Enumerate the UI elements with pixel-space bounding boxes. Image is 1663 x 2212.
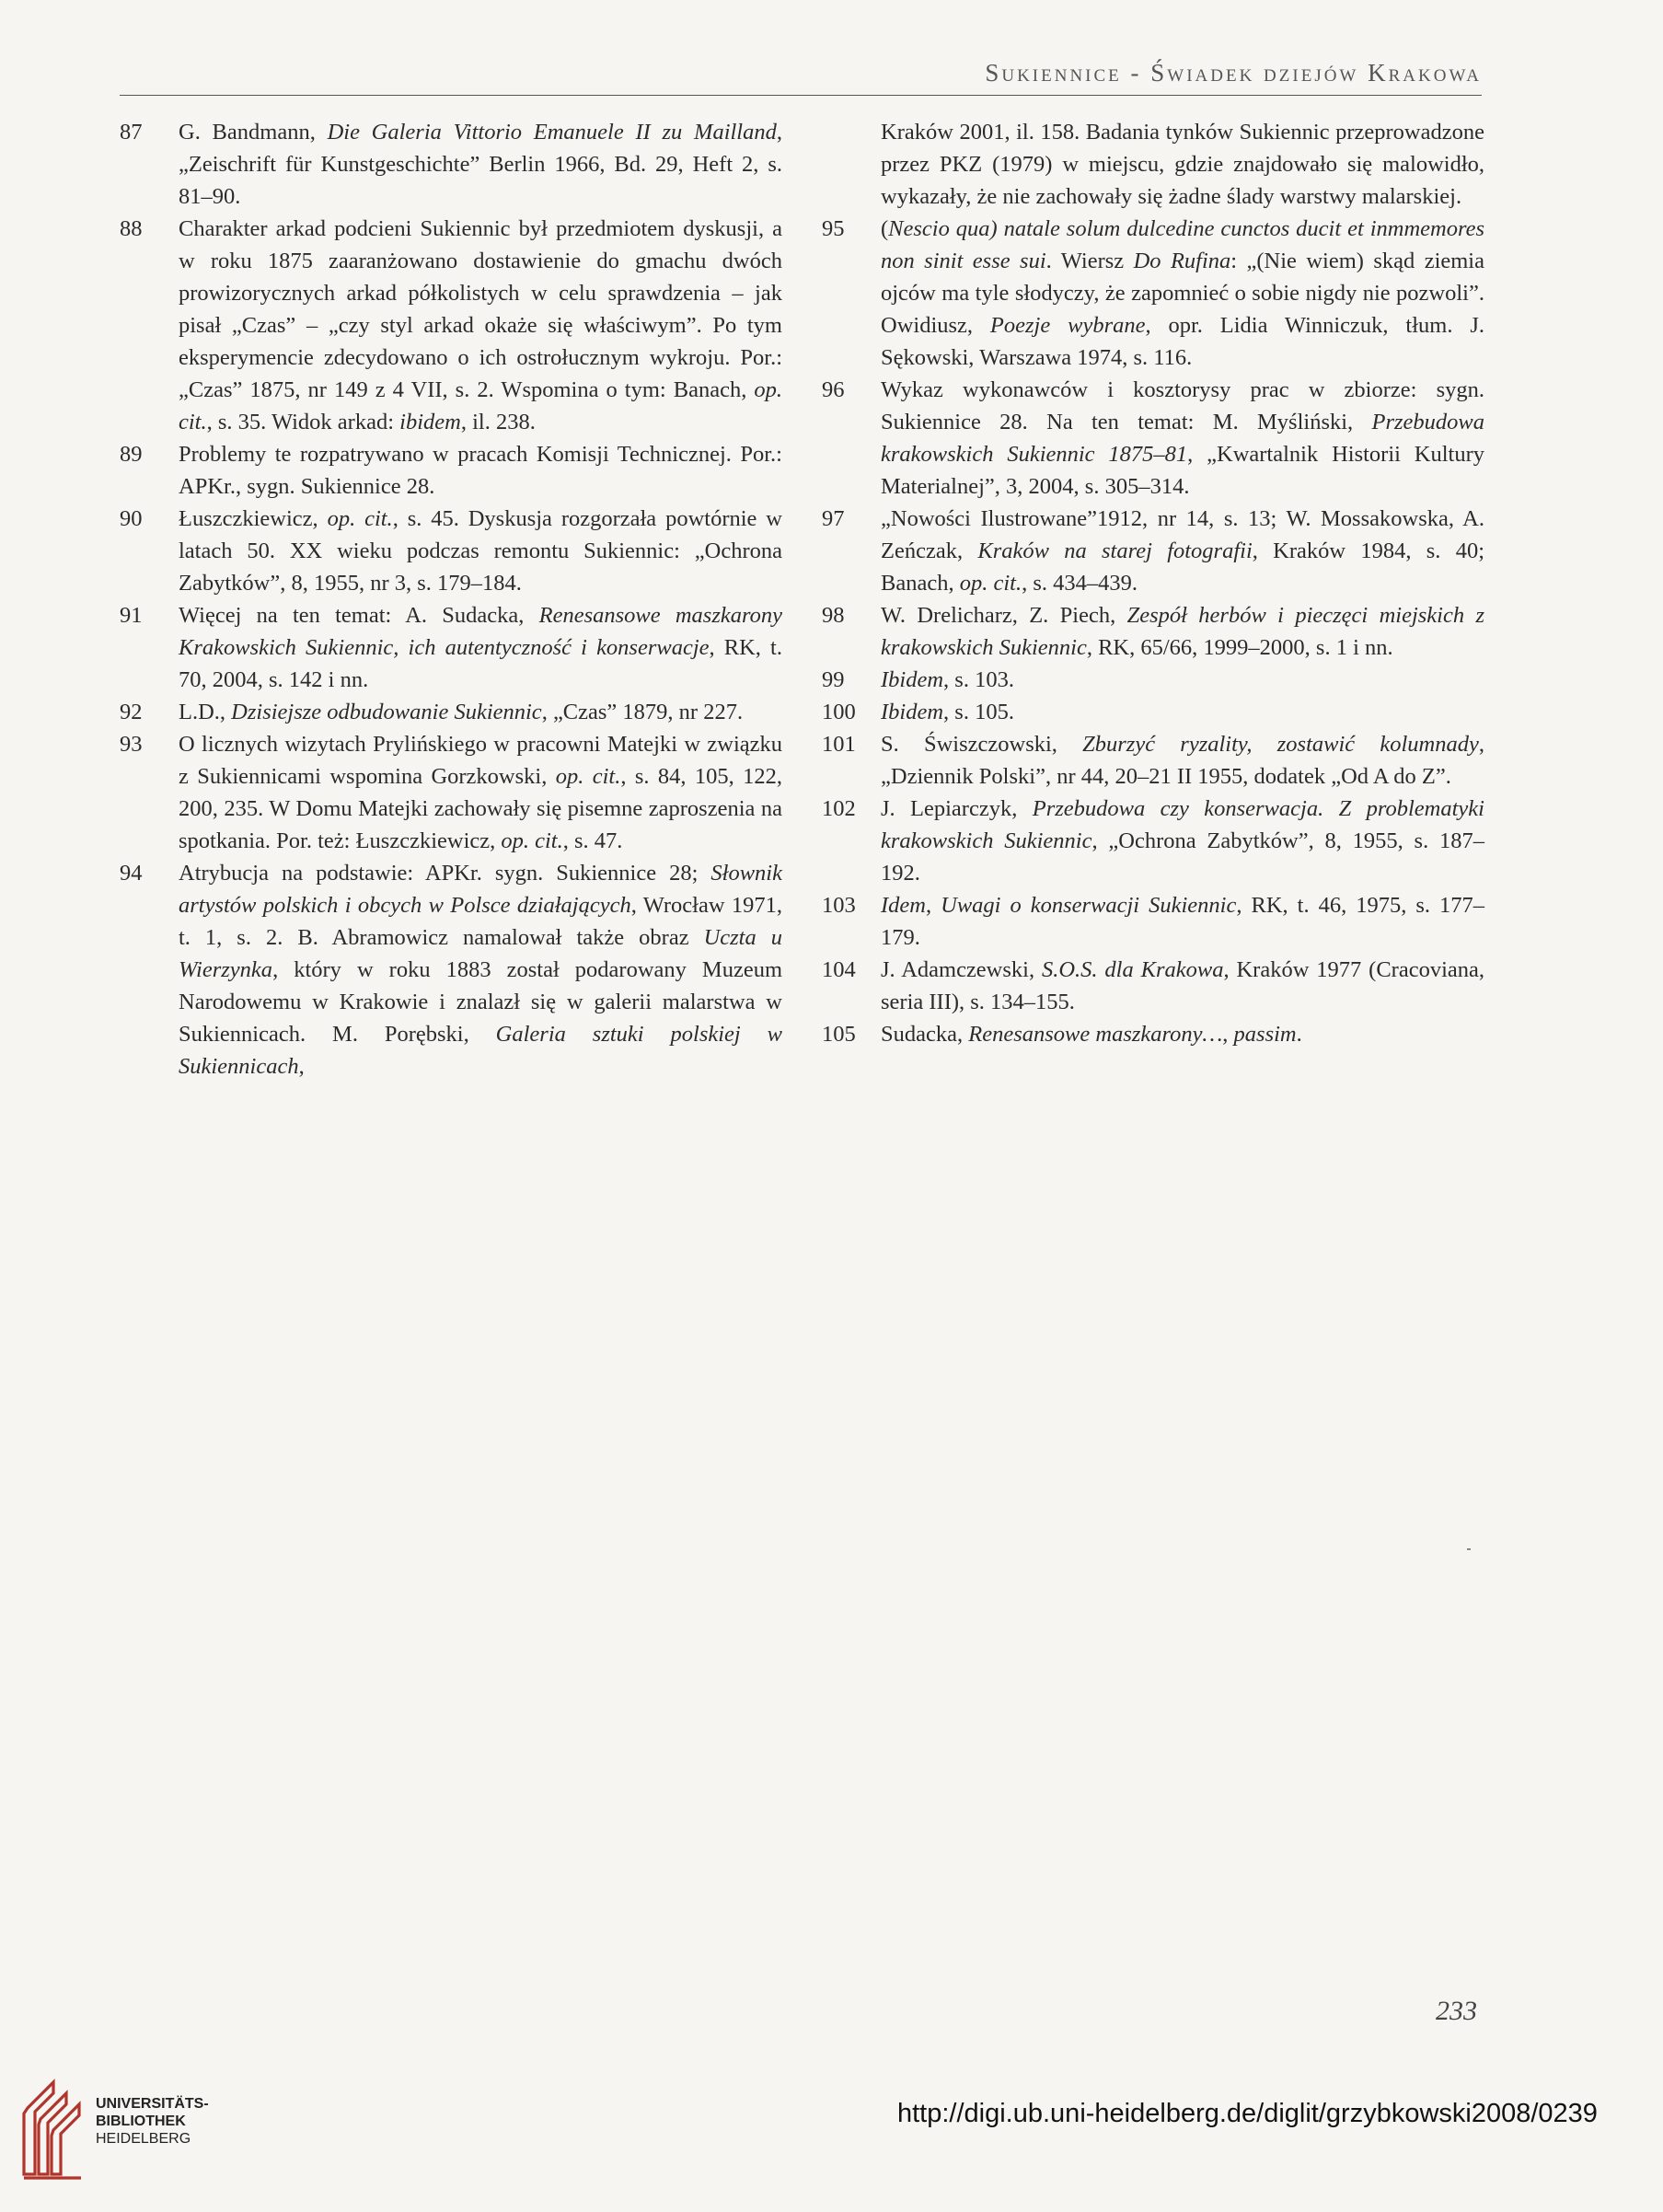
- footnote: [822, 664, 1484, 696]
- footnote-text: Więcej na ten temat: A. Sudacka,: [179, 603, 539, 628]
- footnote-italic-text: Przebudowa krakowskich Sukiennic 1875–81: [881, 410, 1484, 467]
- footnote-number: 89: [120, 442, 143, 467]
- scan-speck: [1467, 1548, 1471, 1550]
- footnote-italic-text: Ibidem: [881, 667, 944, 692]
- footnote-text: , Kraków 1984, s. 40; Banach,: [881, 539, 1485, 596]
- footnote-text: , Wrocław 1971, t. 1, s. 2. B. Abramowicz namalował także obraz: [179, 893, 782, 950]
- footnote-text: Sudacka,: [881, 1022, 969, 1047]
- library-footer: [0, 2062, 1663, 2212]
- footnote-number: 91: [120, 603, 143, 628]
- footnote-text: , s. 103.: [943, 667, 1014, 692]
- footnote-text: Łuszczkiewicz,: [179, 506, 328, 531]
- library-name-line2: BIBLIOTHEK: [96, 2114, 186, 2129]
- footnote: [822, 213, 1484, 374]
- footnote-text: ,: [925, 893, 941, 918]
- footnote-italic-text: ibidem: [399, 410, 461, 434]
- footnote-text: , RK, t. 46, 1975, s. 177–179.: [881, 893, 1484, 950]
- footnote-number: 92: [120, 700, 143, 724]
- footnote: [120, 857, 782, 1083]
- footnote-number: 101: [822, 732, 856, 757]
- footnote: [120, 728, 782, 857]
- footnotes-right-column: [822, 116, 1484, 1050]
- footnote-text: , s. 45. Dyskusja rozgorzała powtórnie w latach 50. XX wieku podczas remontu Sukiennic: „Ochrona Zabytków”, 8, 1955, nr 3, s. 179–184.: [179, 506, 782, 596]
- footnote: [822, 503, 1484, 599]
- footnote-italic-text: op. cit.: [555, 764, 621, 789]
- footnotes-left-column: [120, 116, 782, 1083]
- footnote: [822, 793, 1484, 889]
- footnote-italic-text: Renesansowe maszkarony…: [968, 1022, 1223, 1047]
- header-rule: [120, 95, 1482, 96]
- footnote: [822, 889, 1484, 954]
- footnote-number: 90: [120, 506, 143, 531]
- footnote: [120, 438, 782, 503]
- footnote-text: G. Bandmann,: [179, 120, 328, 145]
- footnote-number: 103: [822, 893, 856, 918]
- footnote-italic-text: op. cit.: [959, 571, 1022, 596]
- footnote-text: , „Zeischrift für Kunstgeschichte” Berlin 1966, Bd. 29, Heft 2, s. 81–90.: [179, 120, 782, 209]
- footnote-text: , s. 434–439.: [1022, 571, 1138, 596]
- footnote: [822, 116, 1484, 213]
- library-name: [96, 2095, 209, 2148]
- footnote-text: , „Ochrona Zabytków”, 8, 1955, s. 187–192.: [881, 828, 1484, 886]
- footnote-italic-text: Ibidem: [881, 700, 944, 724]
- footnote: [822, 728, 1484, 793]
- footnote-text: .: [1296, 1022, 1302, 1047]
- footnote-text: Charakter arkad podcieni Sukiennic był przedmiotem dyskusji, a w roku 1875 zaaranżowano dostawienie do gmachu dwóch prowizorycznych arkad półkolistych w celu sprawdzenia – jak pisał „Czas” – „czy styl arkad okaże się właściwym”. Po tym eksperymencie zdecydowano o ich ostrołucznym wykroju. Por.: „Czas” 1875, nr 149 z 4 VII, s. 2. Wspomina o tym: Banach,: [179, 216, 782, 402]
- footnote-text: , s. 47.: [562, 828, 623, 853]
- footnote: [120, 599, 782, 696]
- footnote-text: J. Lepiarczyk,: [881, 796, 1033, 821]
- footnote-text: , s. 35. Widok arkad:: [206, 410, 400, 434]
- footnote: [822, 1018, 1484, 1050]
- footnote-number: 87: [120, 120, 143, 145]
- footnote: [822, 374, 1484, 503]
- footnote-text: L.D.,: [179, 700, 232, 724]
- footnote-italic-text: Die Galeria Vittorio Emanuele II zu Mailland: [327, 120, 777, 145]
- footnote-number: 94: [120, 861, 143, 886]
- footnote-number: 88: [120, 216, 143, 241]
- footnote-italic-text: Zburzyć ryzality, zostawić kolumnady: [1082, 732, 1479, 757]
- footnote-text: „Nowości Ilustrowane”1912, nr 14, s. 13; W. Mossakowska, A. Zeńczak,: [881, 506, 1484, 563]
- footnote-text: Atrybucja na podstawie: APKr. sygn. Sukiennice 28;: [179, 861, 711, 886]
- running-header: Sukiennice - Świadek dziejów Krakowa: [985, 59, 1482, 87]
- footnote-number: 97: [822, 506, 845, 531]
- university-library-logo-icon: [17, 2073, 88, 2183]
- footnote-text: , Kraków 1977 (Cracoviana, seria III), s. 134–155.: [881, 957, 1484, 1014]
- library-name-line1: UNIVERSITÄTS-: [96, 2096, 209, 2112]
- footnote-text: S. Świszczowski,: [881, 732, 1083, 757]
- footnote-italic-text: Uwagi o konserwacji Sukiennic: [941, 893, 1237, 918]
- footnote-text: . Wiersz: [1045, 249, 1134, 273]
- footnote-text: O licznych wizytach Prylińskiego w pracowni Matejki w związku z Sukiennicami wspomina Gorzkowski,: [179, 732, 782, 789]
- footnote-text: J. Adamczewski,: [881, 957, 1042, 982]
- footnote-italic-text: Poezje wybrane: [989, 313, 1146, 338]
- footnote: [822, 954, 1484, 1018]
- footnote: [822, 599, 1484, 664]
- footnote-italic-text: op. cit.: [179, 377, 782, 434]
- footnote-text: , opr. Lidia Winniczuk, tłum. J. Sękowski, Warszawa 1974, s. 116.: [881, 313, 1485, 370]
- footnote-number: 96: [822, 377, 845, 402]
- footnote-text: , s. 84, 105, 122, 200, 235. W Domu Matejki zachowały się pisemne zaproszenia na spotkania. Por. też: Łuszczkiewicz,: [179, 764, 782, 853]
- footnote-italic-text: passim: [1233, 1022, 1297, 1047]
- footnote-number: 105: [822, 1022, 856, 1047]
- footnote-number: 93: [120, 732, 143, 757]
- footnote-number: 104: [822, 957, 856, 982]
- footnote: [120, 503, 782, 599]
- footnote: [120, 116, 782, 213]
- footnote-italic-text: Uczta u Wierzynka: [179, 925, 782, 982]
- footnote: [120, 213, 782, 438]
- footnote-italic-text: Przebudowa czy konserwacja. Z problematyki krakowskich Sukiennic: [881, 796, 1484, 853]
- footnote-number: 98: [822, 603, 845, 628]
- footnote: [120, 696, 782, 728]
- source-url-link[interactable]: http://digi.ub.uni-heidelberg.de/diglit/grzybkowski2008/0239: [897, 2099, 1598, 2128]
- footnote: [822, 696, 1484, 728]
- footnote-text: , s. 105.: [943, 700, 1014, 724]
- footnote-italic-text: Renesansowe maszkarony Krakowskich Sukiennic, ich autentyczność i konserwacje: [179, 603, 782, 660]
- footnote-text: , „Czas” 1879, nr 227.: [541, 700, 744, 724]
- footnote-italic-text: Zespół herbów i pieczęci miejskich z krakowskich Sukiennic: [881, 603, 1484, 660]
- footnote-text: , il. 238.: [460, 410, 536, 434]
- footnote-number: 102: [822, 796, 856, 821]
- footnote-text: , RK, 65/66, 1999–2000, s. 1 i nn.: [1086, 635, 1393, 660]
- footnote-text: W. Drelicharz, Z. Piech,: [881, 603, 1127, 628]
- footnote-italic-text: Dzisiejsze odbudowanie Sukiennic: [231, 700, 542, 724]
- footnote-text: Kraków 2001, il. 158. Badania tynków Sukiennic przeprowadzone przez PKZ (1979) w miejscu, gdzie znajdowało się malowidło, wykazały, że nie zachowały się żadne ślady warstwy malarskiej.: [881, 120, 1484, 209]
- footnote-italic-text: Idem: [881, 893, 926, 918]
- footnote-italic-text: op. cit.: [501, 828, 563, 853]
- footnote-italic-text: Galeria sztuki polskiej w Sukiennicach: [179, 1022, 782, 1079]
- footnote-text: ,: [298, 1054, 305, 1079]
- footnote-number: 95: [822, 216, 845, 241]
- footnote-text: , RK, t. 70, 2004, s. 142 i nn.: [179, 635, 782, 692]
- library-name-line3: HEIDELBERG: [96, 2131, 191, 2147]
- footnote-italic-text: Do Rufina: [1133, 249, 1231, 273]
- footnote-text: : „(Nie wiem) skąd ziemia ojców ma tyle słodyczy, że zapomnieć o sobie nigdy nie pozwoli”. Owidiusz,: [881, 249, 1484, 338]
- footnote-text: , „Kwartalnik Historii Kultury Materialnej”, 3, 2004, s. 305–314.: [881, 442, 1484, 499]
- footnote-text: ,: [1222, 1022, 1234, 1047]
- footnote-text: (: [881, 216, 889, 241]
- page-number: 233: [1436, 1996, 1477, 2026]
- footnote-italic-text: op. cit.: [327, 506, 393, 531]
- footnote-text: , „Dziennik Polski”, nr 44, 20–21 II 1955, dodatek „Od A do Z”.: [881, 732, 1484, 789]
- footnote-text: , który w roku 1883 został podarowany Muzeum Narodowemu w Krakowie i znalazł się w galerii malarstwa w Sukiennicach. M. Porębski,: [179, 957, 782, 1047]
- footnote-text: Problemy te rozpatrywano w pracach Komisji Technicznej. Por.: APKr., sygn. Sukiennice 28.: [179, 442, 782, 499]
- footnote-italic-text: S.O.S. dla Krakowa: [1041, 957, 1224, 982]
- footnote-number: 100: [822, 700, 856, 724]
- footnote-italic-text: Słownik artystów polskich i obcych w Polsce działających: [179, 861, 782, 918]
- footnote-text: Wykaz wykonawców i kosztorysy prac w zbiorze: sygn. Sukiennice 28. Na ten temat: M. Myśliński,: [881, 377, 1484, 434]
- footnote-number: 99: [822, 667, 845, 692]
- footnote-italic-text: Kraków na starej fotografii: [977, 539, 1253, 563]
- footnote-italic-text: Nescio qua) natale solum dulcedine cunctos ducit et inmmemores non sinit esse sui: [881, 216, 1484, 273]
